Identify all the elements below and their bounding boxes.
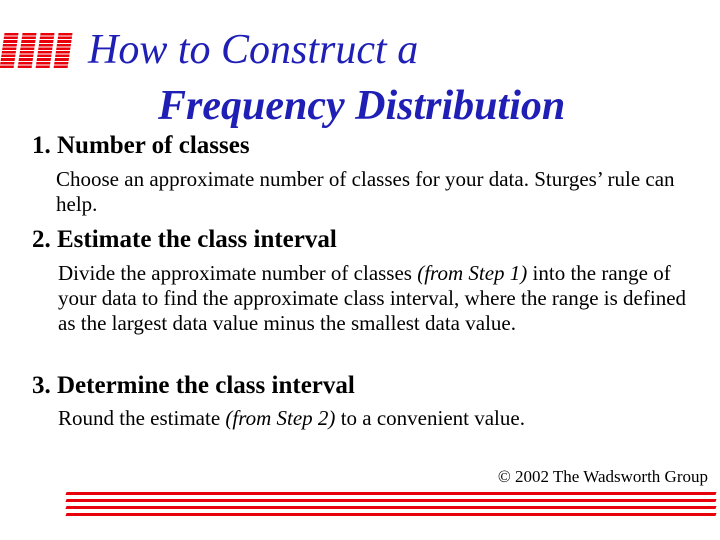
section-1-body: Choose an approximate number of classes for your data. Sturges’ rule can help. [56,167,675,216]
decorative-striped-bars-logo [0,33,76,69]
section-3-body: Round the estimate (from Step 2) to a convenient value. [58,406,525,430]
page-title-line-1: How to Construct a [88,27,419,73]
decorative-footer-lines [66,490,720,520]
section-3-step-reference: (from Step 2) [225,406,336,430]
section-2-step-reference: (from Step 1) [417,261,528,285]
section-2-body: Divide the approximate number of classes (from Step 1) into the range of your data to find the approximate class interval, where the range is defined as the largest data value minus the smallest data value. [58,261,687,335]
copyright-footer: © 2002 The Wadsworth Group [497,467,708,486]
section-1-heading: 1. Number of classes [32,132,250,159]
page-title-line-2: Frequency Distribution [158,83,566,129]
section-2-heading: 2. Estimate the class interval [32,226,337,253]
section-3-heading: 3. Determine the class interval [32,372,355,399]
